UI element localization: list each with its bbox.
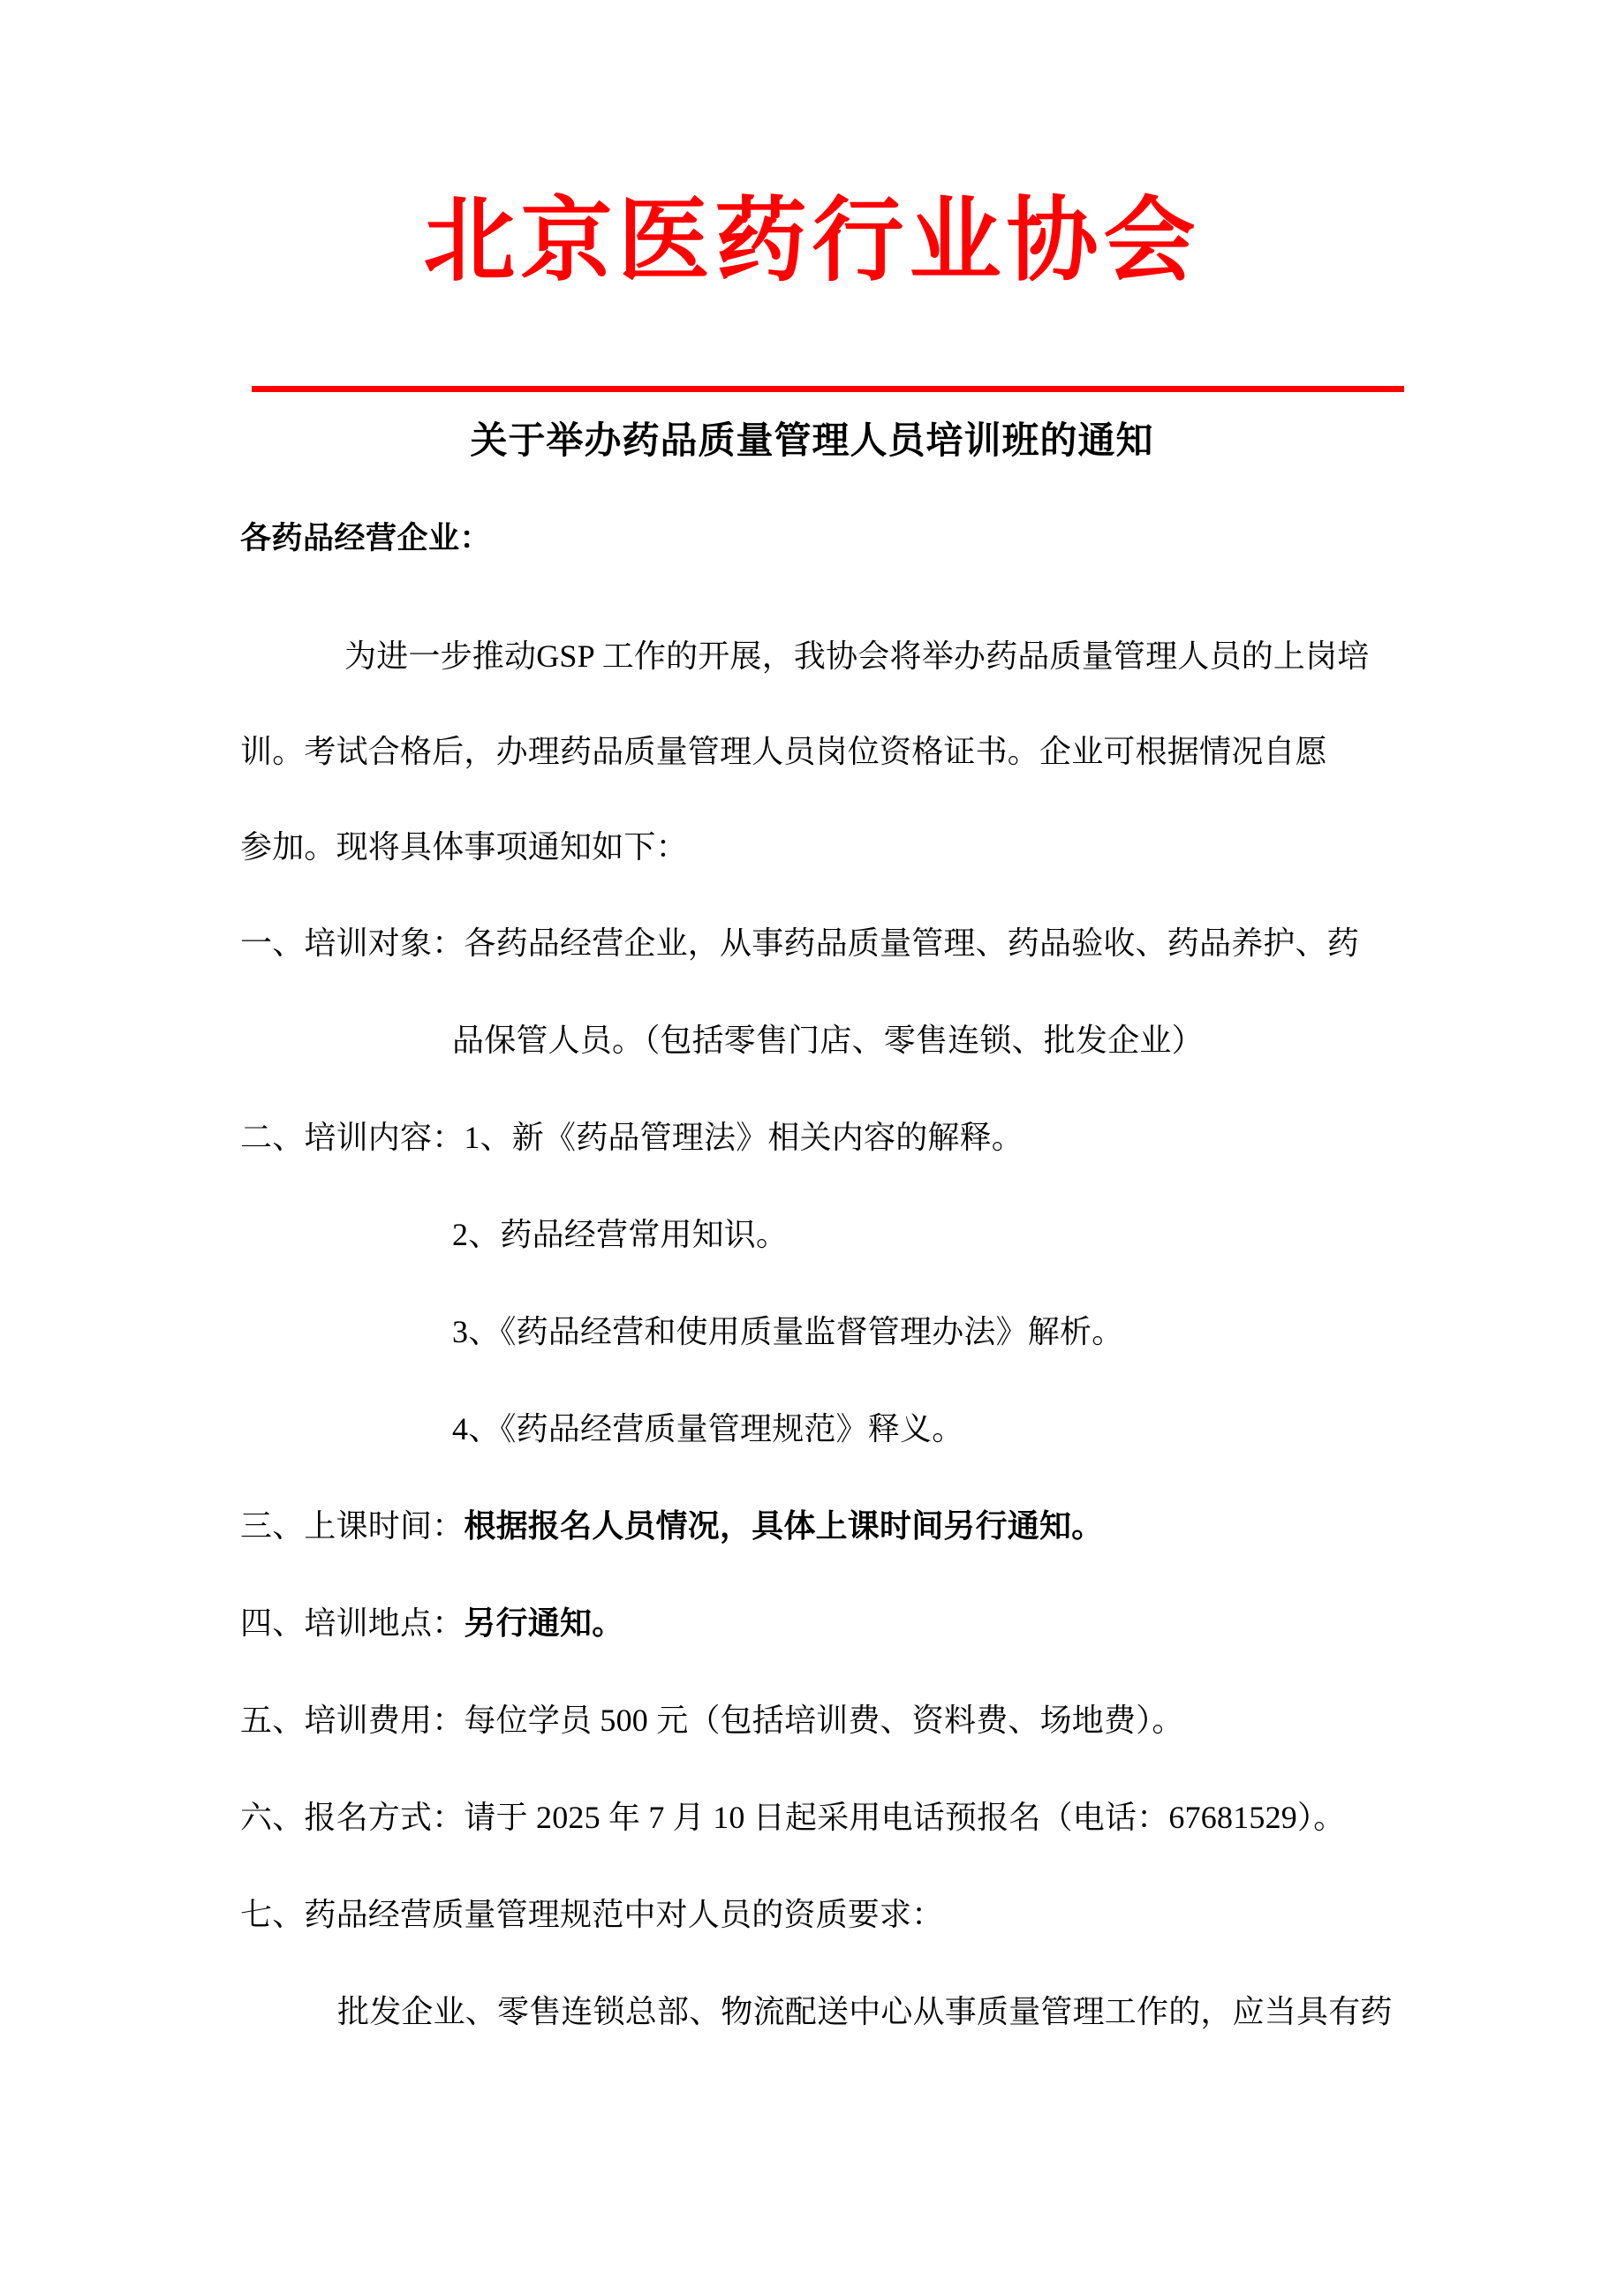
section-2-item-4: 4、《药品经营质量管理规范》释义。	[452, 1411, 964, 1446]
section-4-value: 另行通知。	[464, 1605, 624, 1641]
letterhead	[0, 190, 1624, 292]
salutation: 各药品经营企业：	[240, 521, 492, 555]
section-2-line-1: 二、培训内容：1、新《药品管理法》相关内容的解释。	[240, 1120, 1024, 1155]
section-1-line-2: 品保管人员。（包括零售门店、零售连锁、批发企业）	[452, 1023, 1204, 1058]
section-7-heading: 七、药品经营质量管理规范中对人员的资质要求：	[240, 1897, 944, 1932]
intro-paragraph-line-2: 训。考试合格后，办理药品质量管理人员岗位资格证书。企业可根据情况自愿	[240, 734, 1327, 769]
section-2-item-3: 3、《药品经营和使用质量监督管理办法》解析。	[452, 1314, 1124, 1349]
section-2-item-2: 2、药品经营常用知识。	[452, 1217, 789, 1252]
section-3	[240, 1477, 1406, 1575]
section-1-line-1: 一、培训对象：各药品经营企业，从事药品质量管理、药品验收、药品养护、药	[240, 925, 1360, 961]
intro-paragraph-line-3: 参加。现将具体事项通知如下：	[240, 829, 688, 865]
section-5: 五、培训费用：每位学员 500 元（包括培训费、资料费、场地费）。	[240, 1703, 1184, 1738]
document-body	[240, 523, 1406, 2060]
section-4	[240, 1575, 1406, 1672]
header-divider-rule	[252, 386, 1404, 392]
section-3-label: 三、上课时间：	[240, 1508, 465, 1544]
intro-paragraph-line-1: 为进一步推动GSP 工作的开展，我协会将举办药品质量管理人员的上岗培	[344, 638, 1370, 674]
organization-title: 北京医药行业协会	[423, 190, 1201, 292]
section-4-label: 四、培训地点：	[240, 1605, 465, 1641]
document-subtitle: 关于举办药品质量管理人员培训班的通知	[470, 421, 1154, 462]
section-6: 六、报名方式：请于 2025 年 7 月 10 日起采用电话预报名（电话：67681529）。	[240, 1800, 1346, 1835]
section-3-value: 根据报名人员情况，具体上课时间另行通知。	[464, 1508, 1104, 1544]
section-7-paragraph: 批发企业、零售连锁总部、物流配送中心从事质量管理工作的，应当具有药	[337, 1994, 1393, 2029]
